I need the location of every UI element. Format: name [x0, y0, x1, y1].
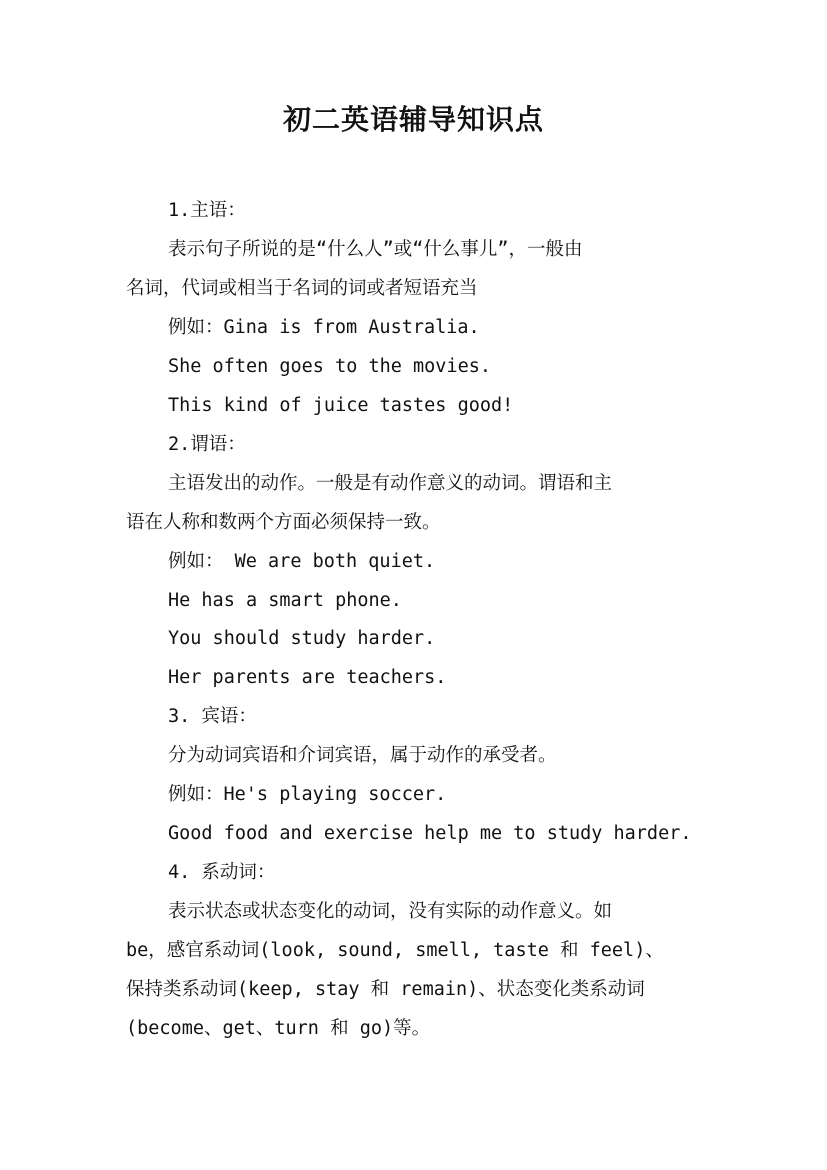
section-heading-object: 3. 宾语： [168, 706, 257, 727]
example-line: He has a smart phone. [168, 590, 402, 611]
paragraph-line: be，感官系动词(look, sound, smell, taste 和 feel)、 [126, 940, 664, 961]
example-line: She often goes to the movies. [168, 356, 492, 377]
paragraph-line: 主语发出的动作。一般是有动作意义的动词。谓语和主 [168, 473, 613, 494]
paragraph-line: 语在人称和数两个方面必须保持一致。 [126, 512, 441, 533]
paragraph-line: (become、get、turn 和 go)等。 [126, 1018, 431, 1039]
document-title: 初二英语辅导知识点 [282, 103, 544, 136]
paragraph-line: 表示句子所说的是“什么人”或“什么事儿”，一般由 [168, 239, 583, 260]
example-line: Her parents are teachers. [168, 667, 447, 688]
paragraph-line: 表示状态或状态变化的动词，没有实际的动作意义。如 [168, 901, 613, 922]
example-line: 例如：Gina is from Australia. [168, 317, 480, 338]
example-line: 例如：He's playing soccer. [168, 784, 447, 805]
paragraph-line: 名词，代词或相当于名词的词或者短语充当 [126, 278, 478, 299]
paragraph-line: 分为动词宾语和介词宾语，属于动作的承受者。 [168, 745, 557, 766]
example-line: You should study harder. [168, 628, 436, 649]
section-heading-linking-verb: 4. 系动词： [168, 862, 276, 883]
example-line: 例如： We are both quiet. [168, 551, 436, 572]
paragraph-line: 保持类系动词(keep, stay 和 remain)、状态变化类系动词 [126, 979, 645, 1000]
example-line: Good food and exercise help me to study harder. [168, 823, 692, 844]
section-heading-predicate: 2.谓语： [168, 434, 246, 455]
example-line: This kind of juice tastes good! [168, 395, 514, 416]
section-heading-subject: 1.主语： [168, 200, 246, 221]
